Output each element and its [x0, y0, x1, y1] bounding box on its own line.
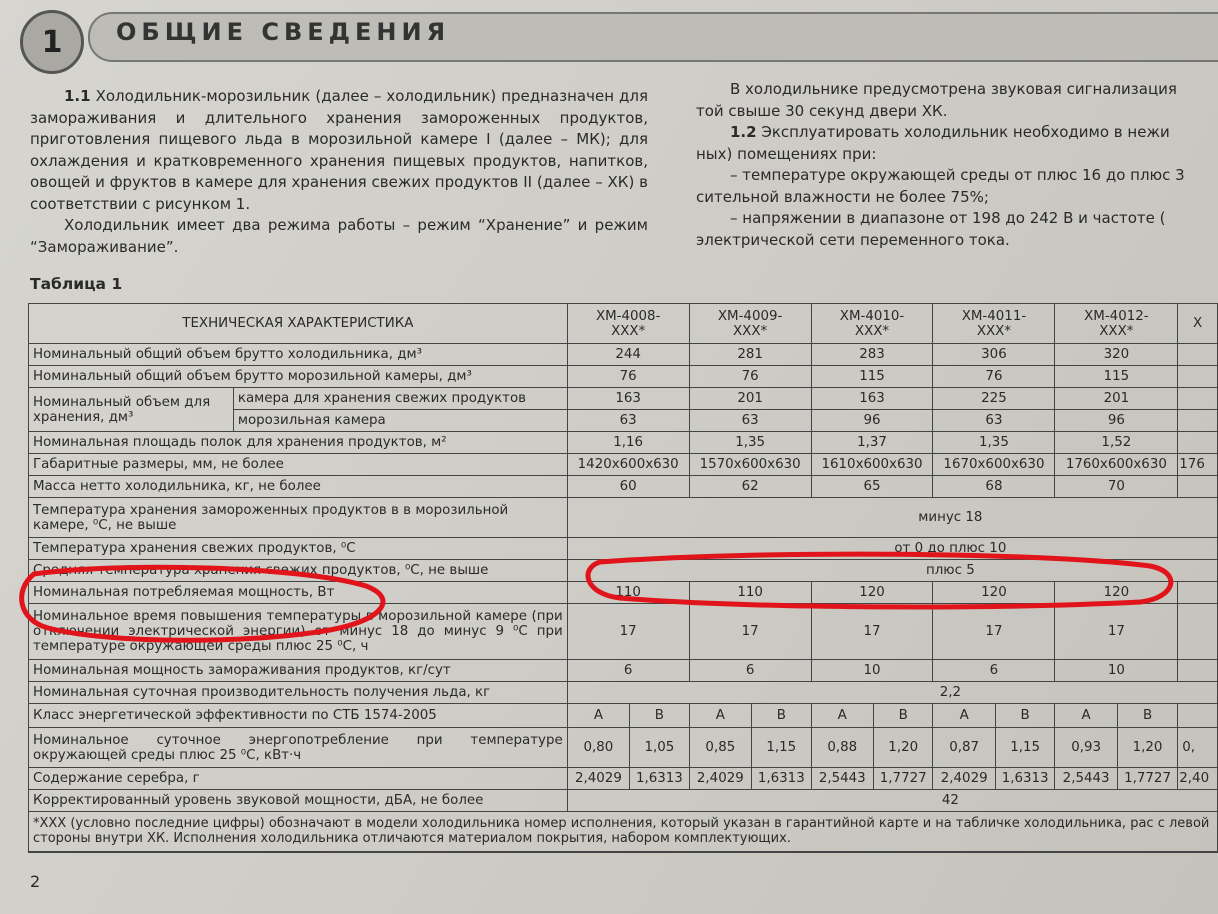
- header-label: ТЕХНИЧЕСКАЯ ХАРАКТЕРИСТИКА: [29, 304, 568, 344]
- paragraph-number: 1.1: [64, 87, 91, 105]
- page-number: 2: [30, 872, 41, 891]
- table-row: Класс энергетической эффективности по СТБ 1574-2005 А В А В А В А В А В: [29, 704, 1218, 728]
- table-header-row: [29, 304, 1218, 344]
- table-row: Номинальный объем для хранения, дм³ камера для хранения свежих продуктов 163 201 163 225 201: [29, 388, 1218, 410]
- condition-temperature: – температуре окружающей среды от плюс 16 до плюс 3: [730, 166, 1185, 184]
- model-4011: ХМ-4011- ХХХ*: [933, 304, 1055, 344]
- table-row: Номинальная площадь полок для хранения продуктов, м² 1,16 1,35 1,37 1,35 1,52: [29, 432, 1218, 454]
- right-text-column: [696, 79, 1218, 251]
- condition-voltage-cont: электрической сети переменного тока.: [696, 230, 1010, 249]
- table-row: Масса нетто холодильника, кг, не более 60 62 65 68 70: [29, 476, 1218, 498]
- table-row: Габаритные размеры, мм, не более 1420х600х630 1570х600х630 1610х600х630 1670х600х630 1760х600х630 176: [29, 454, 1218, 476]
- model-4012: ХМ-4012- ХХХ*: [1055, 304, 1178, 344]
- table-row: Содержание серебра, г 2,4029 1,6313 2,4029 1,6313 2,5443 1,7727 2,4029 1,6313 2,5443 1,7727 2,40: [29, 768, 1218, 790]
- alarm-line-cont: той свыше 30 секунд двери ХК.: [696, 101, 948, 120]
- model-4010: ХМ-4010- ХХХ*: [811, 304, 933, 344]
- paragraph-1-2: 1.2 Эксплуатировать холодильник необходимо в нежи: [730, 123, 1170, 141]
- condition-temperature-cont: сительной влажности не более 75%;: [696, 187, 989, 206]
- table-row: Номинальный общий объем брутто морозильной камеры, дм³ 76 76 115 76 115: [29, 366, 1218, 388]
- table-row: Номинальное суточное энергопотребление при температуре окружающей среды плюс 25 ⁰С, кВт·ч 0,80 1,05 0,85 1,15 0,88 1,20 0,87 1,15 0,93 1,20 0,: [29, 728, 1218, 768]
- table-row-power: Номинальная потребляемая мощность, Вт 110 110 120 120 120: [29, 582, 1218, 604]
- table-row: Температура хранения замороженных продуктов в в морозильной камере, ⁰С, не выше минус 18: [29, 498, 1218, 538]
- table-row: Температура хранения свежих продуктов, ⁰С от 0 до плюс 10: [29, 538, 1218, 560]
- specifications-table: [28, 303, 1218, 853]
- paragraph-1-1: 1.1 Холодильник-морозильник (далее – холодильник) предназначен для замораживания и длительного хранения замороженных продуктов, приготовления пищевого льда в морозильной камере I (далее – МК); для охлаждения и кратковременного хранения пищевых продуктов, напитков, овощей и фруктов в камере для хранения свежих продуктов II (далее – ХК) в соответствии с рисунком 1.: [30, 87, 648, 213]
- section-title: ОБЩИЕ СВЕДЕНИЯ: [116, 18, 451, 46]
- condition-voltage: – напряжении в диапазоне от 198 до 242 В и частоте (: [730, 209, 1166, 227]
- alarm-line: В холодильнике предусмотрена звуковая сигнализация: [730, 80, 1177, 98]
- left-text-column: [30, 86, 648, 258]
- table-row: Номинальное время повышения температуры в морозильной камере (при отключении электрической энергии) от минус 18 до минус 9 ⁰С при температуре окружающей среды плюс 25 ⁰С, ч 17 17 17 17 17: [29, 604, 1218, 660]
- paragraph-1-2-cont: ных) помещениях при:: [696, 144, 877, 163]
- paragraph-modes: Холодильник имеет два режима работы – режим “Хранение” и режим “Замораживание”.: [30, 216, 648, 256]
- table-row: Номинальная мощность замораживания продуктов, кг/сут 6 6 10 6 10: [29, 660, 1218, 682]
- table-row: морозильная камера 63 63 96 63 96: [29, 410, 1218, 432]
- table-caption: Таблица 1: [30, 275, 123, 293]
- table-row: Корректированный уровень звуковой мощности, дБА, не более 42: [29, 790, 1218, 812]
- section-number: 1: [20, 10, 84, 74]
- table-row: Номинальная суточная производительность получения льда, кг 2,2: [29, 682, 1218, 704]
- model-next: Х: [1178, 304, 1218, 344]
- model-4008: ХМ-4008- ХХХ*: [567, 304, 689, 344]
- table-footnote: *ХХХ (условно последние цифры) обозначают в модели холодильника номер исполнения, который указан в гарантийной карте и на табличке холодильника, рас с левой стороны внутри ХК. Исполнения холодильника отличаются материалом покрытия, набором комплектующих.: [29, 812, 1218, 852]
- table-row: Средняя температура хранения свежих продуктов, ⁰С, не выше плюс 5: [29, 560, 1218, 582]
- model-4009: ХМ-4009- ХХХ*: [689, 304, 811, 344]
- table-footnote-row: [29, 812, 1218, 852]
- table-row: Номинальный общий объем брутто холодильника, дм³ 244 281 283 306 320: [29, 344, 1218, 366]
